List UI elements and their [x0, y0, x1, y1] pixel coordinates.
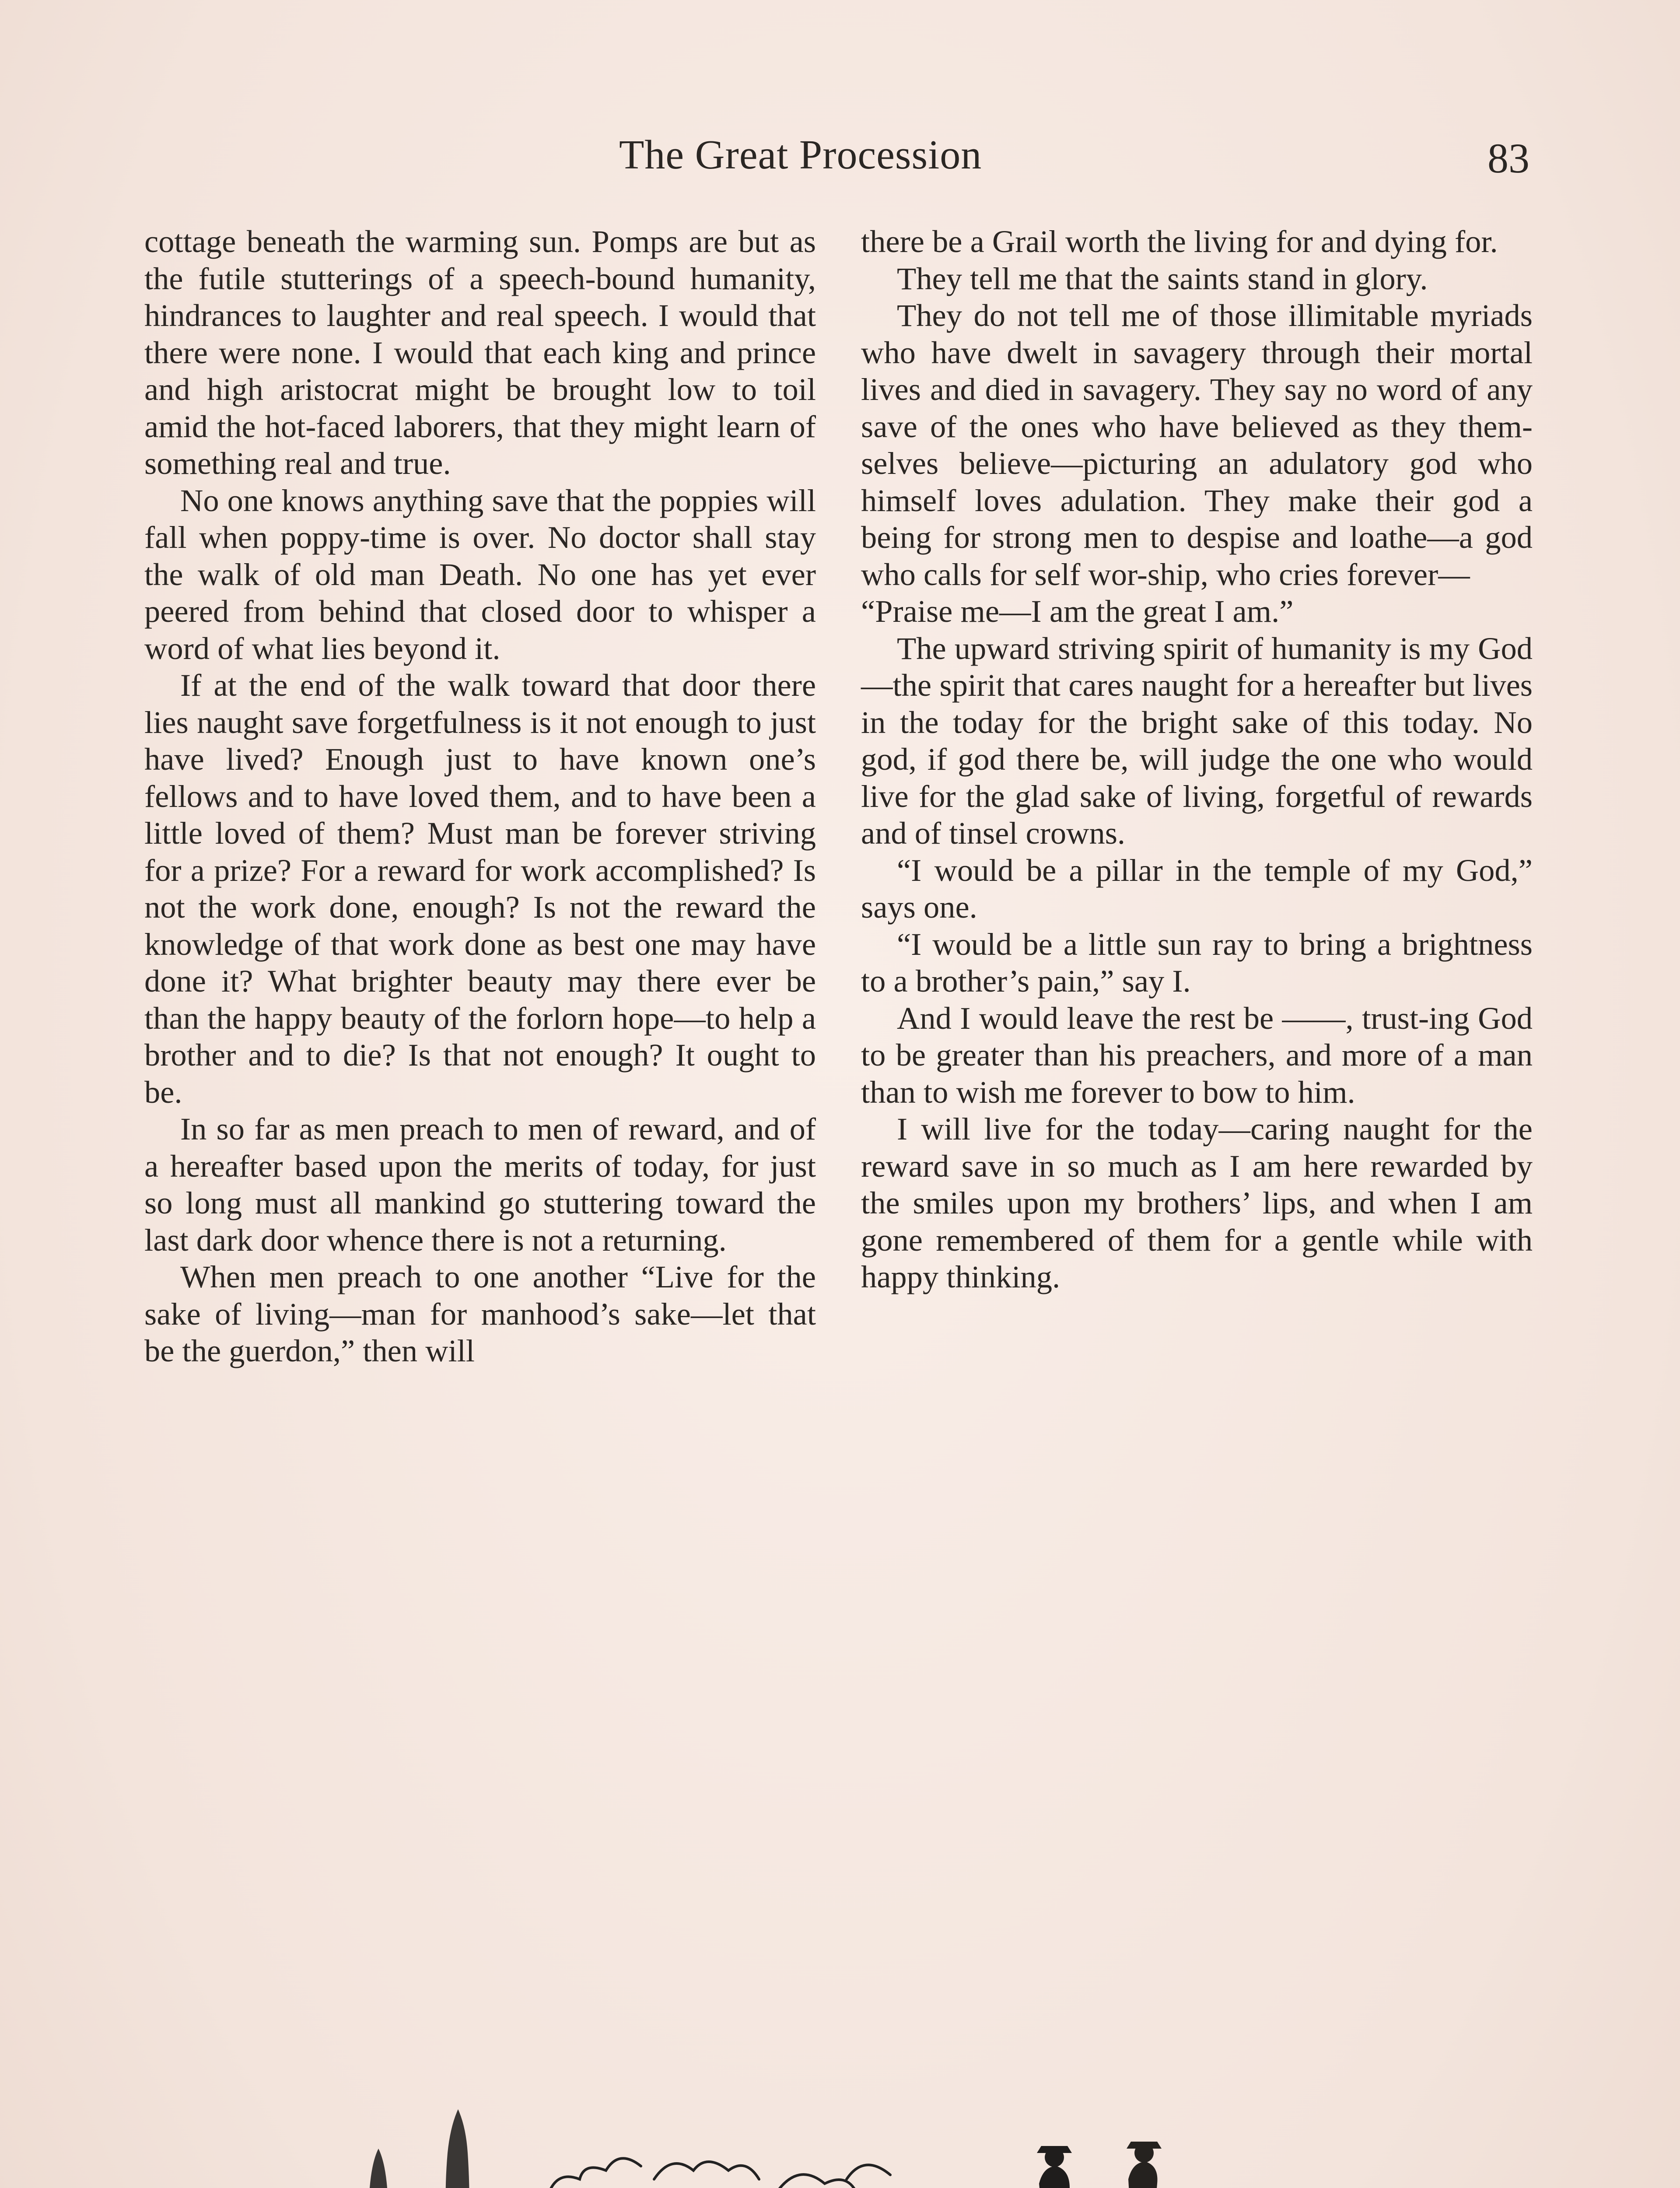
- paragraph: If at the end of the walk toward that door there lies naught save forgetfulness is it not enough to just have lived? Enough just to have known one’s fellows and to have loved them, and to have been a little loved of them? Must man be forever striving for a prize? For a reward for work accomplished? Is not the work done, enough? Is not the reward the knowledge of that work done as best one may have done it? What brighter beauty may there ever be than the happy beauty of the forlorn hope—to help a brother and to die? Is that not enough? It ought to be.: [144, 667, 816, 1110]
- paragraph: When men preach to one another “Live for the sake of living—man for manhood’s sake—let that be the guerdon,” then will: [144, 1259, 816, 1368]
- paragraph: “I would be a pillar in the temple of my God,” says one.: [861, 852, 1533, 925]
- paragraph: cottage beneath the warming sun. Pomps are but as the futile stutterings of a speech-bound humanity, hindrances to laughter and real speech. I would that there were none. I would that each king and prince and high aristocrat might be brought low to toil amid the hot-faced laborers, that they might learn of something real and true.: [144, 224, 816, 481]
- running-title: The Great Procession: [619, 132, 982, 178]
- right-column: [861, 223, 1533, 1296]
- landscape-riders-icon: [164, 2048, 1538, 2188]
- paragraph: In so far as men preach to men of reward, and of a hereafter based upon the merits of today, for just so long must all mankind go stuttering toward the last dark door whence there is not a returning.: [144, 1111, 816, 1258]
- paragraph: “I would be a little sun ray to bring a brightness to a brother’s pain,” say I.: [861, 926, 1533, 999]
- paragraph: No one knows anything save that the poppies will fall when poppy-time is over. No doctor shall stay the walk of old man Death. No one has yet ever peered from behind that closed door to whisper a word of what lies beyond it.: [144, 482, 816, 666]
- paragraph: I will live for the today—caring naught for the reward save in so much as I am here rewarded by the smiles upon my brothers’ lips, and when I am gone remembered of them for a gentle while with happy thinking.: [861, 1111, 1533, 1294]
- paragraph: They tell me that the saints stand in glory.: [897, 260, 1428, 296]
- paragraph: And I would leave the rest be ——, trust-ing God to be greater than his preachers, and more of a man than to wish me forever to bow to him.: [861, 1000, 1533, 1110]
- paragraph: They do not tell me of those illimitable myriads who have dwelt in savagery through their mortal lives and died in savagery. They say no word of any save of the ones who have believed as they them-selves believe—picturing an adulatory god who himself loves adulation. They make their god a being for strong men to despise and loathe—a god who calls for self wor-ship, who cries forever—: [861, 298, 1533, 592]
- paragraph: The upward striving spirit of humanity is my God—the spirit that cares naught for a hereafter but lives in the today for the bright sake of this today. No god, if god there be, will judge the one who would live for the glad sake of living, forgetful of rewards and of tinsel crowns.: [861, 630, 1533, 851]
- paragraph: “Praise me—I am the great I am.”: [861, 593, 1294, 629]
- paragraph: there be a Grail worth the living for and dying for.: [861, 224, 1498, 259]
- running-head: [0, 131, 1680, 184]
- left-column: [144, 223, 816, 1370]
- page-number: 83: [1488, 135, 1530, 182]
